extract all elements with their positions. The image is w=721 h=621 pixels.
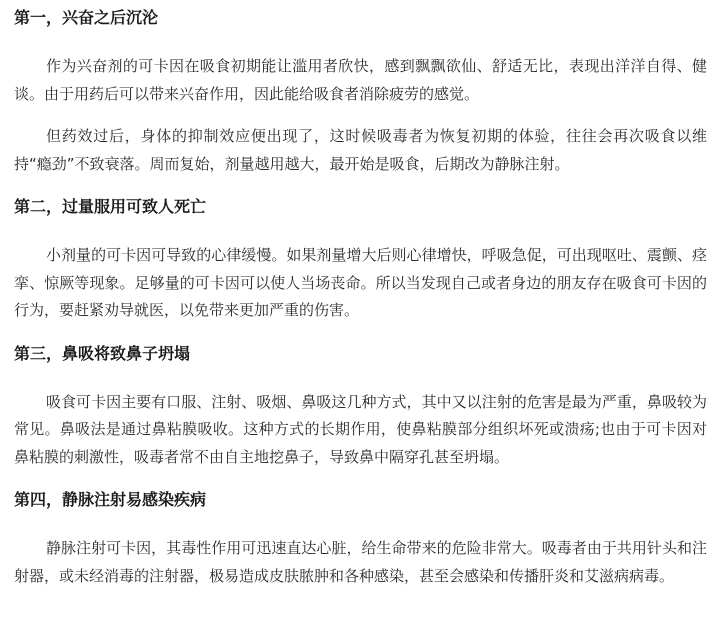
paragraph: 作为兴奋剂的可卡因在吸食初期能让滥用者欣快，感到飘飘欲仙、舒适无比，表现出洋洋自得、健谈。由于用药后可以带来兴奋作用，因此能给吸食者消除疲劳的感觉。 [14, 57, 707, 103]
section-1 [14, 6, 707, 178]
section-heading: 第一，兴奋之后沉沦 [14, 8, 159, 27]
paragraph: 但药效过后，身体的抑制效应便出现了，这时候吸毒者为恢复初期的体验，往往会再次吸食以维持“瘾劲”不致衰落。周而复始，剂量越用越大，最开始是吸食，后期改为静脉注射。 [14, 127, 707, 173]
section-heading: 第三，鼻吸将致鼻子坍塌 [14, 343, 191, 363]
section-4 [14, 488, 707, 590]
section-3 [14, 342, 707, 472]
section-heading: 第四，静脉注射易感染疾病 [14, 490, 207, 509]
paragraph: 小剂量的可卡因可导致的心律缓慢。如果剂量增大后则心律增快，呼吸急促，可出现呕吐、震颤、痉挛、惊厥等现象。足够量的可卡因可以使人当场丧命。所以当发现自己或者身边的朋友存在吸食可卡因的行为，要赶紧劝导就医，以免带来更加严重的伤害。 [14, 246, 707, 319]
section-heading: 第二，过量服用可致人死亡 [14, 197, 207, 216]
paragraph: 吸食可卡因主要有口服、注射、吸烟、鼻吸这几种方式，其中又以注射的危害是最为严重，鼻吸较为常见。鼻吸法是通过鼻粘膜吸收。这种方式的长期作用，使鼻粘膜部分组织坏死或溃疡;也由于可卡因对鼻粘膜的刺激性，吸毒者常不由自主地挖鼻子，导致鼻中隔穿孔甚至坍塌。 [14, 392, 707, 466]
section-2 [14, 195, 707, 325]
paragraph: 静脉注射可卡因，其毒性作用可迅速直达心脏，给生命带来的危险非常大。吸毒者由于共用针头和注射器，或未经消毒的注射器，极易造成皮肤脓肿和各种感染，甚至会感染和传播肝炎和艾滋病病毒。 [14, 539, 707, 585]
